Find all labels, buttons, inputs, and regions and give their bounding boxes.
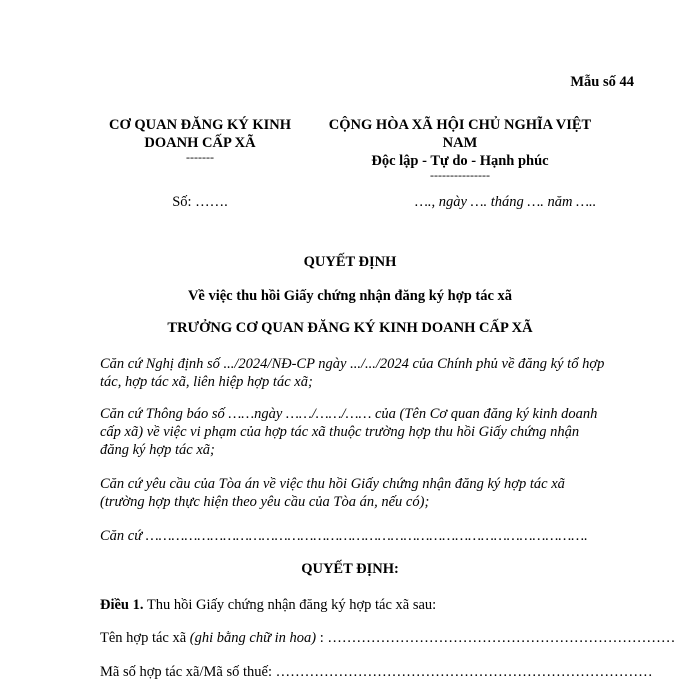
field-dots: …………………………………………………………………… bbox=[275, 664, 653, 680]
form-number: Mẫu số 44 bbox=[570, 74, 634, 90]
field-dots: : ……………………………………………………………… bbox=[316, 630, 676, 646]
field-label: Mã số hợp tác xã/Mã số thuế: bbox=[100, 664, 276, 680]
article-1-label: Điều 1. bbox=[100, 597, 144, 613]
basis-line: Căn cứ yêu cầu của Tòa án về việc thu hồi Giấy chứng nhận đăng ký hợp tác xã bbox=[100, 476, 565, 492]
legal-basis-court bbox=[100, 475, 635, 511]
basis-line: (trường hợp thực hiện theo yêu cầu của Tòa án, nếu có); bbox=[100, 494, 430, 510]
basis-line: Căn cứ …………………………………………………………………………………………. bbox=[100, 528, 588, 544]
field-cooperative-name bbox=[100, 630, 676, 647]
national-motto: Độc lập - Tự do - Hạnh phúc bbox=[371, 153, 549, 169]
legal-basis-other bbox=[100, 527, 635, 545]
decision-title: QUYẾT ĐỊNH bbox=[303, 254, 397, 270]
basis-line: Căn cứ Nghị định số .../2024/NĐ-CP ngày .../.../2024 của Chính phủ về đăng ký tổ hợp bbox=[100, 356, 605, 372]
document-number: Số: ……. bbox=[172, 194, 228, 210]
field-hint: (ghi bằng chữ in hoa) bbox=[189, 630, 317, 646]
legal-basis-decree bbox=[100, 355, 635, 391]
basis-line: đăng ký hợp tác xã; bbox=[100, 442, 215, 458]
nation-name-line2: NAM bbox=[442, 135, 478, 151]
article-1 bbox=[100, 597, 640, 614]
legal-basis-notice bbox=[100, 405, 635, 459]
basis-line: cấp xã) về việc vi phạm của hợp tác xã thuộc trường hợp thu hồi Giấy chứng nhận bbox=[100, 424, 580, 440]
document-date: …., ngày …. tháng …. năm ….. bbox=[415, 194, 597, 210]
field-label: Tên hợp tác xã bbox=[100, 630, 190, 646]
header-left-divider: ------- bbox=[186, 150, 214, 164]
article-1-text: Thu hồi Giấy chứng nhận đăng ký hợp tác xã sau: bbox=[143, 597, 437, 613]
header-right-divider: --------------- bbox=[430, 168, 490, 182]
nation-name-line1: CỘNG HÒA XÃ HỘI CHỦ NGHĨA VIỆT bbox=[328, 117, 592, 133]
issuing-agency-line2: DOANH CẤP XÃ bbox=[144, 135, 256, 151]
basis-line: tác, hợp tác xã, liên hiệp hợp tác xã; bbox=[100, 374, 313, 390]
decision-subtitle: Về việc thu hồi Giấy chứng nhận đăng ký hợp tác xã bbox=[187, 288, 513, 304]
issuing-agency-line1: CƠ QUAN ĐĂNG KÝ KINH bbox=[108, 117, 292, 133]
field-cooperative-code bbox=[100, 664, 653, 681]
decision-heading: QUYẾT ĐỊNH: bbox=[301, 561, 399, 577]
basis-line: Căn cứ Thông báo số ……ngày ……/……/…… của (Tên Cơ quan đăng ký kinh doanh bbox=[100, 406, 598, 422]
issuing-authority: TRƯỞNG CƠ QUAN ĐĂNG KÝ KINH DOANH CẤP XÃ bbox=[167, 320, 533, 336]
